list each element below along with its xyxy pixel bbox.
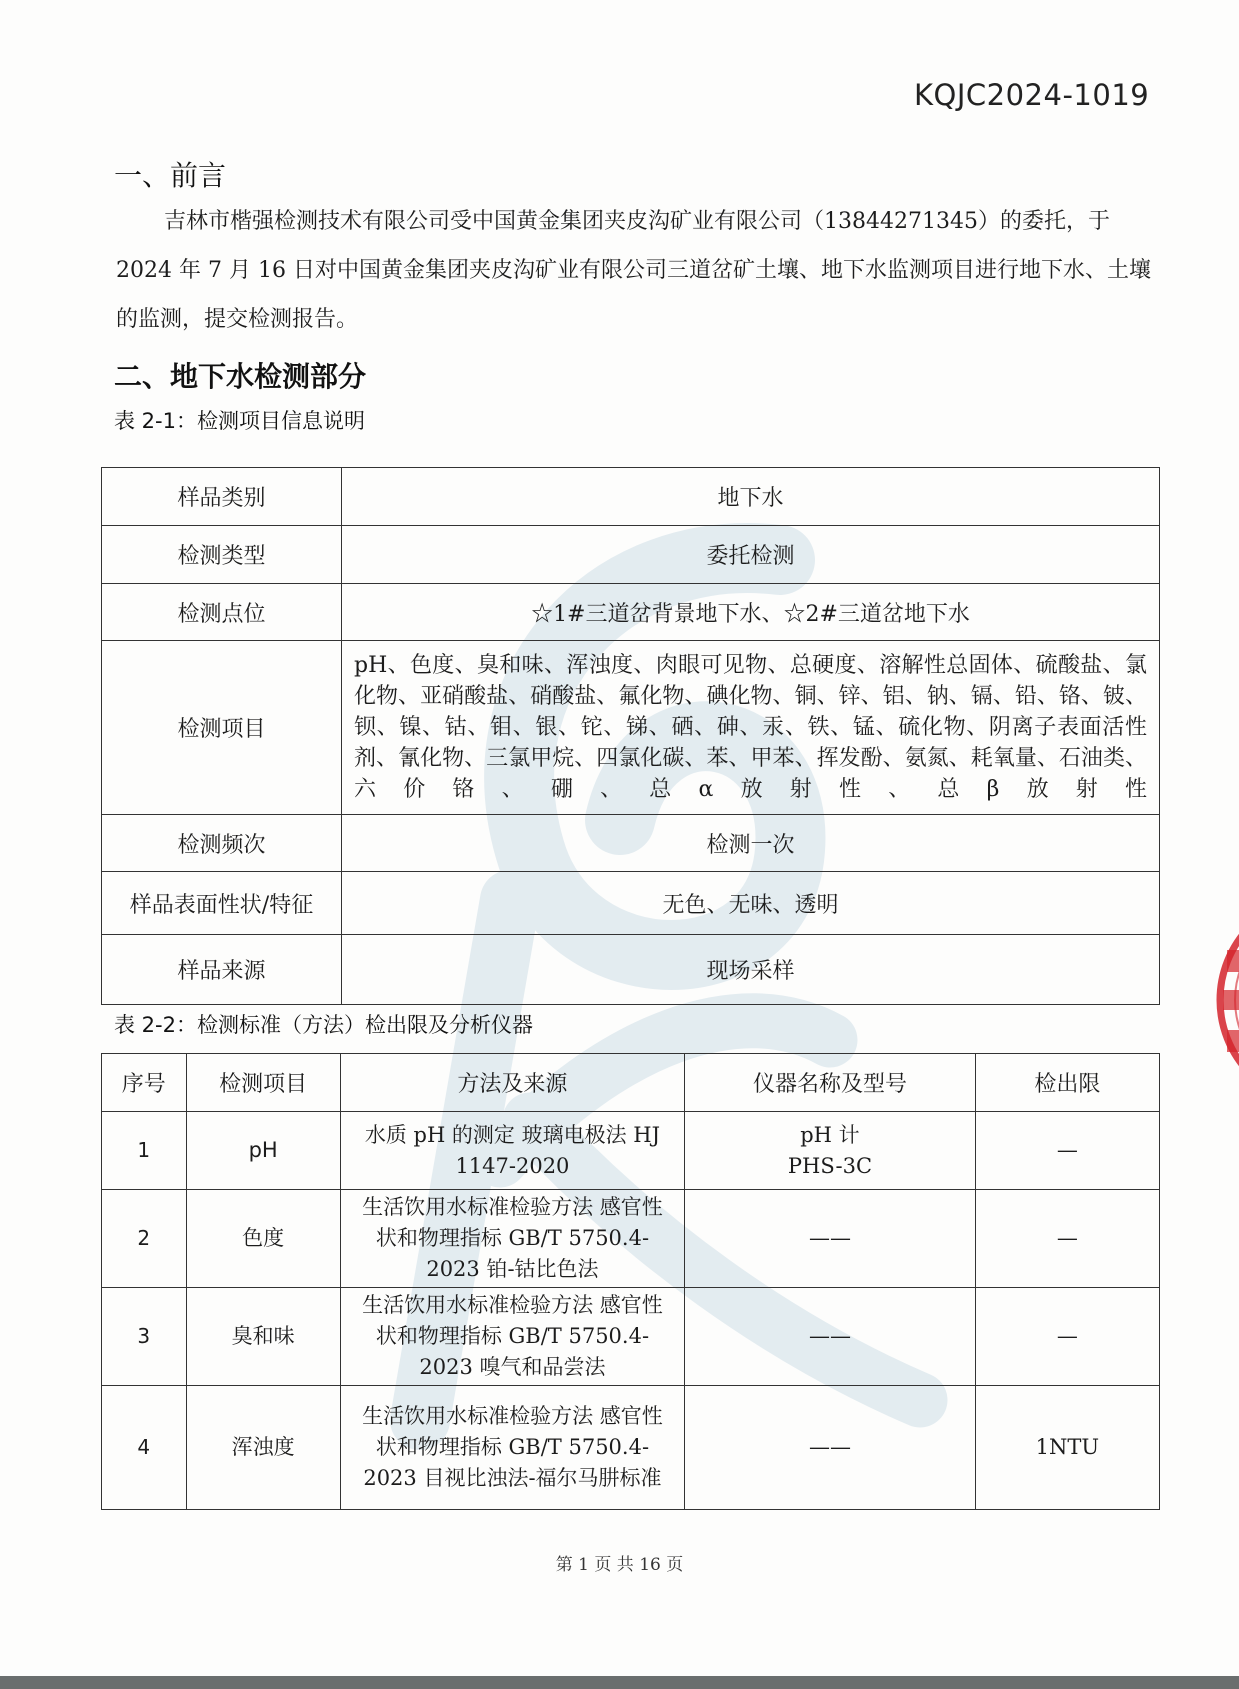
table2-caption: 表 2-2：检测标准（方法）检出限及分析仪器 <box>114 1013 533 1037</box>
table-row <box>102 1288 1160 1386</box>
section1-heading: 一、前言 <box>114 159 227 192</box>
cell-instrument: —— <box>685 1288 976 1386</box>
col-header-item: 检测项目 <box>186 1054 340 1112</box>
row-label: 检测点位 <box>102 584 342 641</box>
cell-method: 生活饮用水标准检验方法 感官性状和物理指标 GB/T 5750.4-2023 嗅气和品尝法 <box>340 1288 684 1386</box>
cell-method: 水质 pH 的测定 玻璃电极法 HJ 1147-2020 <box>340 1112 684 1190</box>
cell-method: 生活饮用水标准检验方法 感官性状和物理指标 GB/T 5750.4-2023 目视比浊法-福尔马肼标准 <box>340 1386 684 1510</box>
cell-method: 生活饮用水标准检验方法 感官性状和物理指标 GB/T 5750.4-2023 铂-钴比色法 <box>340 1190 684 1288</box>
row-value: 现场采样 <box>342 935 1160 1005</box>
col-header-no: 序号 <box>102 1054 187 1112</box>
table-row <box>102 1190 1160 1288</box>
table-row <box>102 641 1160 815</box>
cell-no: 3 <box>102 1288 187 1386</box>
table1-caption: 表 2-1：检测项目信息说明 <box>114 409 365 433</box>
cell-instrument: pH 计 PHS-3C <box>685 1112 976 1190</box>
row-label: 样品类别 <box>102 468 342 526</box>
cell-no: 2 <box>102 1190 187 1288</box>
table-header-row <box>102 1054 1160 1112</box>
method-standard-table <box>101 1053 1160 1510</box>
table-row <box>102 468 1160 526</box>
table-row <box>102 815 1160 872</box>
cell-item: 色度 <box>186 1190 340 1288</box>
company-seal-stamp <box>1205 880 1239 1120</box>
row-label: 检测项目 <box>102 641 342 815</box>
cell-no: 4 <box>102 1386 187 1510</box>
page-number: 第 1 页 共 16 页 <box>555 1555 684 1575</box>
scan-edge-band <box>0 1676 1239 1689</box>
row-value: 委托检测 <box>342 526 1160 584</box>
table-row <box>102 584 1160 641</box>
cell-instrument: —— <box>685 1386 976 1510</box>
row-value: pH、色度、臭和味、浑浊度、肉眼可见物、总硬度、溶解性总固体、硫酸盐、氯化物、亚硝酸盐、硝酸盐、氟化物、碘化物、铜、锌、铝、钠、镉、铅、铬、铍、钡、镍、钴、钼、银、铊、锑、硒、砷、汞、铁、锰、硫化物、阴离子表面活性剂、氰化物、三氯甲烷、四氯化碳、苯、甲苯、挥发酚、氨氮、耗氧量、石油类、六价铬、硼、总α放射性、总β放射性 <box>342 641 1160 815</box>
cell-item: pH <box>186 1112 340 1190</box>
cell-item: 浑浊度 <box>186 1386 340 1510</box>
cell-limit: — <box>975 1288 1159 1386</box>
cell-limit: — <box>975 1190 1159 1288</box>
table-row <box>102 872 1160 935</box>
report-number: KQJC2024-1019 <box>914 78 1150 112</box>
cell-limit: — <box>975 1112 1159 1190</box>
row-value: ☆1#三道岔背景地下水、☆2#三道岔地下水 <box>342 584 1160 641</box>
row-label: 样品来源 <box>102 935 342 1005</box>
row-value: 检测一次 <box>342 815 1160 872</box>
row-value: 无色、无味、透明 <box>342 872 1160 935</box>
table-row <box>102 1386 1160 1510</box>
row-label: 检测类型 <box>102 526 342 584</box>
table-row <box>102 935 1160 1005</box>
section2-heading: 二、地下水检测部分 <box>114 360 367 393</box>
col-header-instrument: 仪器名称及型号 <box>685 1054 976 1112</box>
cell-limit: 1NTU <box>975 1386 1159 1510</box>
row-label: 样品表面性状/特征 <box>102 872 342 935</box>
cell-item: 臭和味 <box>186 1288 340 1386</box>
cell-no: 1 <box>102 1112 187 1190</box>
cell-instrument: —— <box>685 1190 976 1288</box>
col-header-method: 方法及来源 <box>340 1054 684 1112</box>
col-header-limit: 检出限 <box>975 1054 1159 1112</box>
row-value: 地下水 <box>342 468 1160 526</box>
row-label: 检测频次 <box>102 815 342 872</box>
preface-paragraph: 吉林市楷强检测技术有限公司受中国黄金集团夹皮沟矿业有限公司（13844271345）的委托，于 2024 年 7 月 16 日对中国黄金集团夹皮沟矿业有限公司三道岔矿土壤、地下水监测项目进行地下水、土壤的监测，提交检测报告。 <box>116 209 1151 332</box>
sample-info-table <box>101 467 1160 1005</box>
table-row <box>102 1112 1160 1190</box>
table-row <box>102 526 1160 584</box>
